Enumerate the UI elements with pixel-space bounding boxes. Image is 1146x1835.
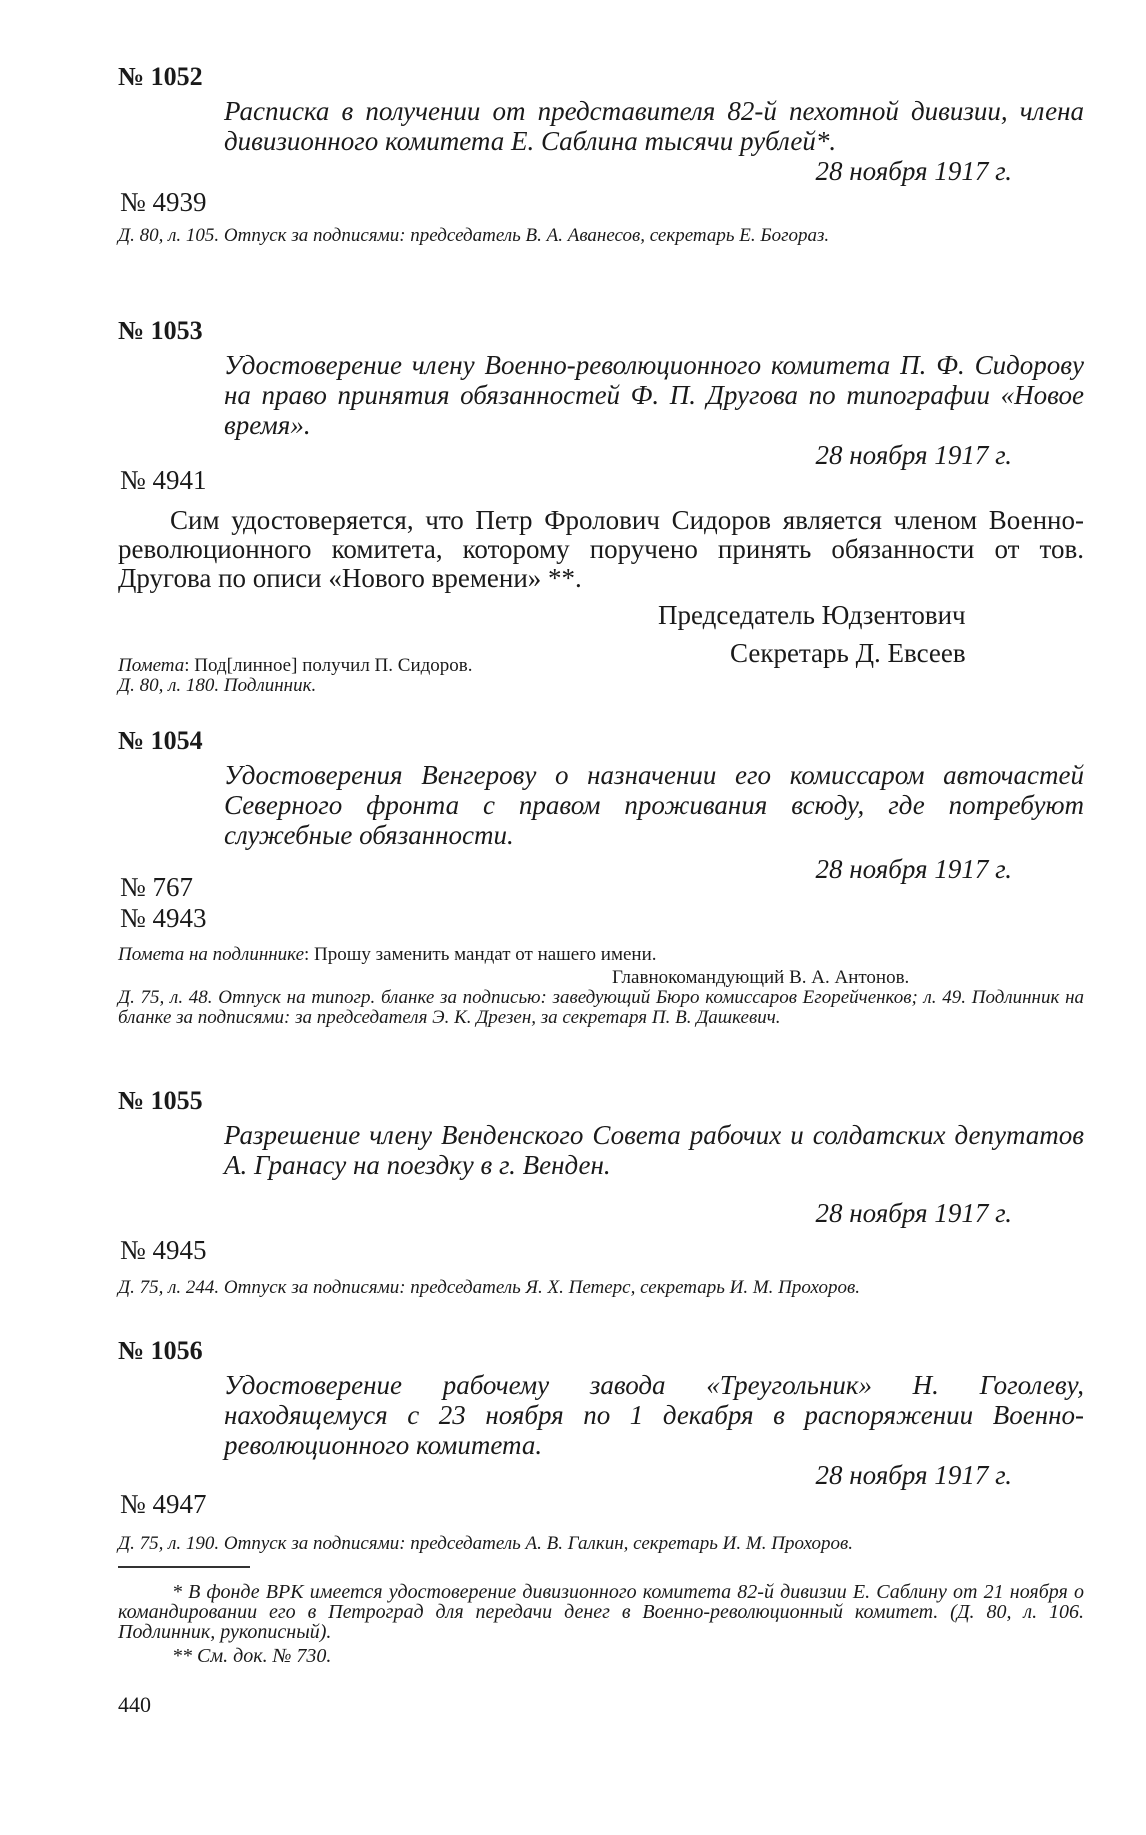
doc-number: № 1056 bbox=[118, 1336, 203, 1365]
annotation-label: Помета на подлиннике bbox=[118, 944, 305, 965]
doc-title: Разрешение члену Венденского Совета рабочих и солдатских депутатов А. Гранасу на поездку в г. Венден. bbox=[224, 1120, 1084, 1180]
date-row bbox=[118, 440, 1084, 496]
doc-date: 28 ноября 1917 г. bbox=[815, 1198, 1012, 1228]
archive-source: Д. 75, л. 190. Отпуск за подписями: председатель А. В. Галкин, секретарь И. М. Прохоров. bbox=[118, 1533, 854, 1554]
date-row bbox=[118, 1460, 1084, 1520]
doc-body: Сим удостоверяется, что Петр Фролович Сидоров является членом Военно-революционного комитета, которому поручено принять обязанности от тов. Другова по описи «Нового времени» **. bbox=[118, 505, 1084, 593]
annotation-label: Помета bbox=[118, 655, 185, 676]
doc-number: № 1053 bbox=[118, 316, 203, 345]
annotation-signature: Главнокомандующий В. А. Антонов. bbox=[612, 967, 910, 988]
reg-number: № 4945 bbox=[120, 1235, 207, 1265]
document-1054 bbox=[118, 726, 1084, 1028]
doc-number: № 1052 bbox=[118, 62, 203, 91]
archive-source: Д. 75, л. 244. Отпуск за подписями: председатель Я. Х. Петерс, секретарь И. М. Прохоров. bbox=[118, 1277, 860, 1298]
date-row bbox=[118, 1180, 1084, 1266]
doc-date: 28 ноября 1917 г. bbox=[815, 440, 1012, 470]
reg-number: № 4947 bbox=[120, 1489, 207, 1519]
doc-number: № 1055 bbox=[118, 1086, 203, 1115]
annotation bbox=[118, 944, 1084, 965]
reg-number: № 4941 bbox=[120, 465, 207, 495]
document-1052 bbox=[118, 62, 1084, 246]
signature-secretary: Секретарь Д. Евсеев bbox=[730, 638, 966, 668]
document-1055 bbox=[118, 1086, 1084, 1298]
page-number: 440 bbox=[118, 1692, 151, 1717]
reg-number-2: № 4943 bbox=[120, 903, 207, 933]
footnote-separator bbox=[118, 1566, 250, 1568]
date-row bbox=[118, 156, 1084, 218]
date-row bbox=[118, 850, 1084, 934]
doc-title: Удостоверения Венгерову о назначении его комиссаром авточастей Северного фронта с правом проживания всюду, где потребуют служебные обязанности. bbox=[224, 760, 1084, 850]
doc-title: Расписка в получении от представителя 82-й пехотной дивизии, члена дивизионного комитета Е. Саблина тысячи рублей*. bbox=[224, 96, 1084, 156]
document-1053 bbox=[118, 316, 1084, 696]
archive-source: Д. 80, л. 180. Подлинник. bbox=[118, 675, 317, 696]
doc-title: Удостоверение рабочему завода «Треугольник» Н. Гоголеву, находящемуся с 23 ноября по 1 декабря в распоряжении Военно-революционного комитета. bbox=[224, 1370, 1084, 1460]
doc-date: 28 ноября 1917 г. bbox=[815, 1460, 1012, 1490]
footnote-1: * В фонде ВРК имеется удостоверение дивизионного комитета 82-й дивизии Е. Саблину от 21 ноября о командировании его в Петроград для передачи денег в Военно-революционный комитет. (Д. 80, л. 106. Подлинник, рукописный). bbox=[118, 1581, 1084, 1643]
footnote-2: ** См. док. № 730. bbox=[172, 1645, 332, 1667]
document-1056 bbox=[118, 1336, 1084, 1554]
doc-title: Удостоверение члену Военно-революционного комитета П. Ф. Сидорову на право принятия обязанностей Ф. П. Другова по типографии «Новое время». bbox=[224, 350, 1084, 440]
reg-number: № 4939 bbox=[120, 187, 207, 217]
annotation-text: : Под[линное] получил П. Сидоров. bbox=[184, 655, 473, 676]
doc-date: 28 ноября 1917 г. bbox=[815, 854, 1012, 884]
annotation-text: : Прошу заменить мандат от нашего имени. bbox=[304, 944, 657, 965]
reg-number-1: № 767 bbox=[120, 872, 194, 902]
archive-source: Д. 80, л. 105. Отпуск за подписями: председатель В. А. Аванесов, секретарь Е. Богораз. bbox=[118, 225, 830, 246]
doc-date: 28 ноября 1917 г. bbox=[815, 156, 1012, 186]
signature-chair: Председатель Юдзентович bbox=[658, 600, 966, 630]
doc-number: № 1054 bbox=[118, 726, 203, 755]
archive-source: Д. 75, л. 48. Отпуск на типогр. бланке за подписью: заведующий Бюро комиссаров Егорейченков; л. 49. Подлинник на бланке за подписями: за председателя Э. К. Дрезен, за секретаря П. В. Дашкевич. bbox=[118, 987, 1084, 1028]
